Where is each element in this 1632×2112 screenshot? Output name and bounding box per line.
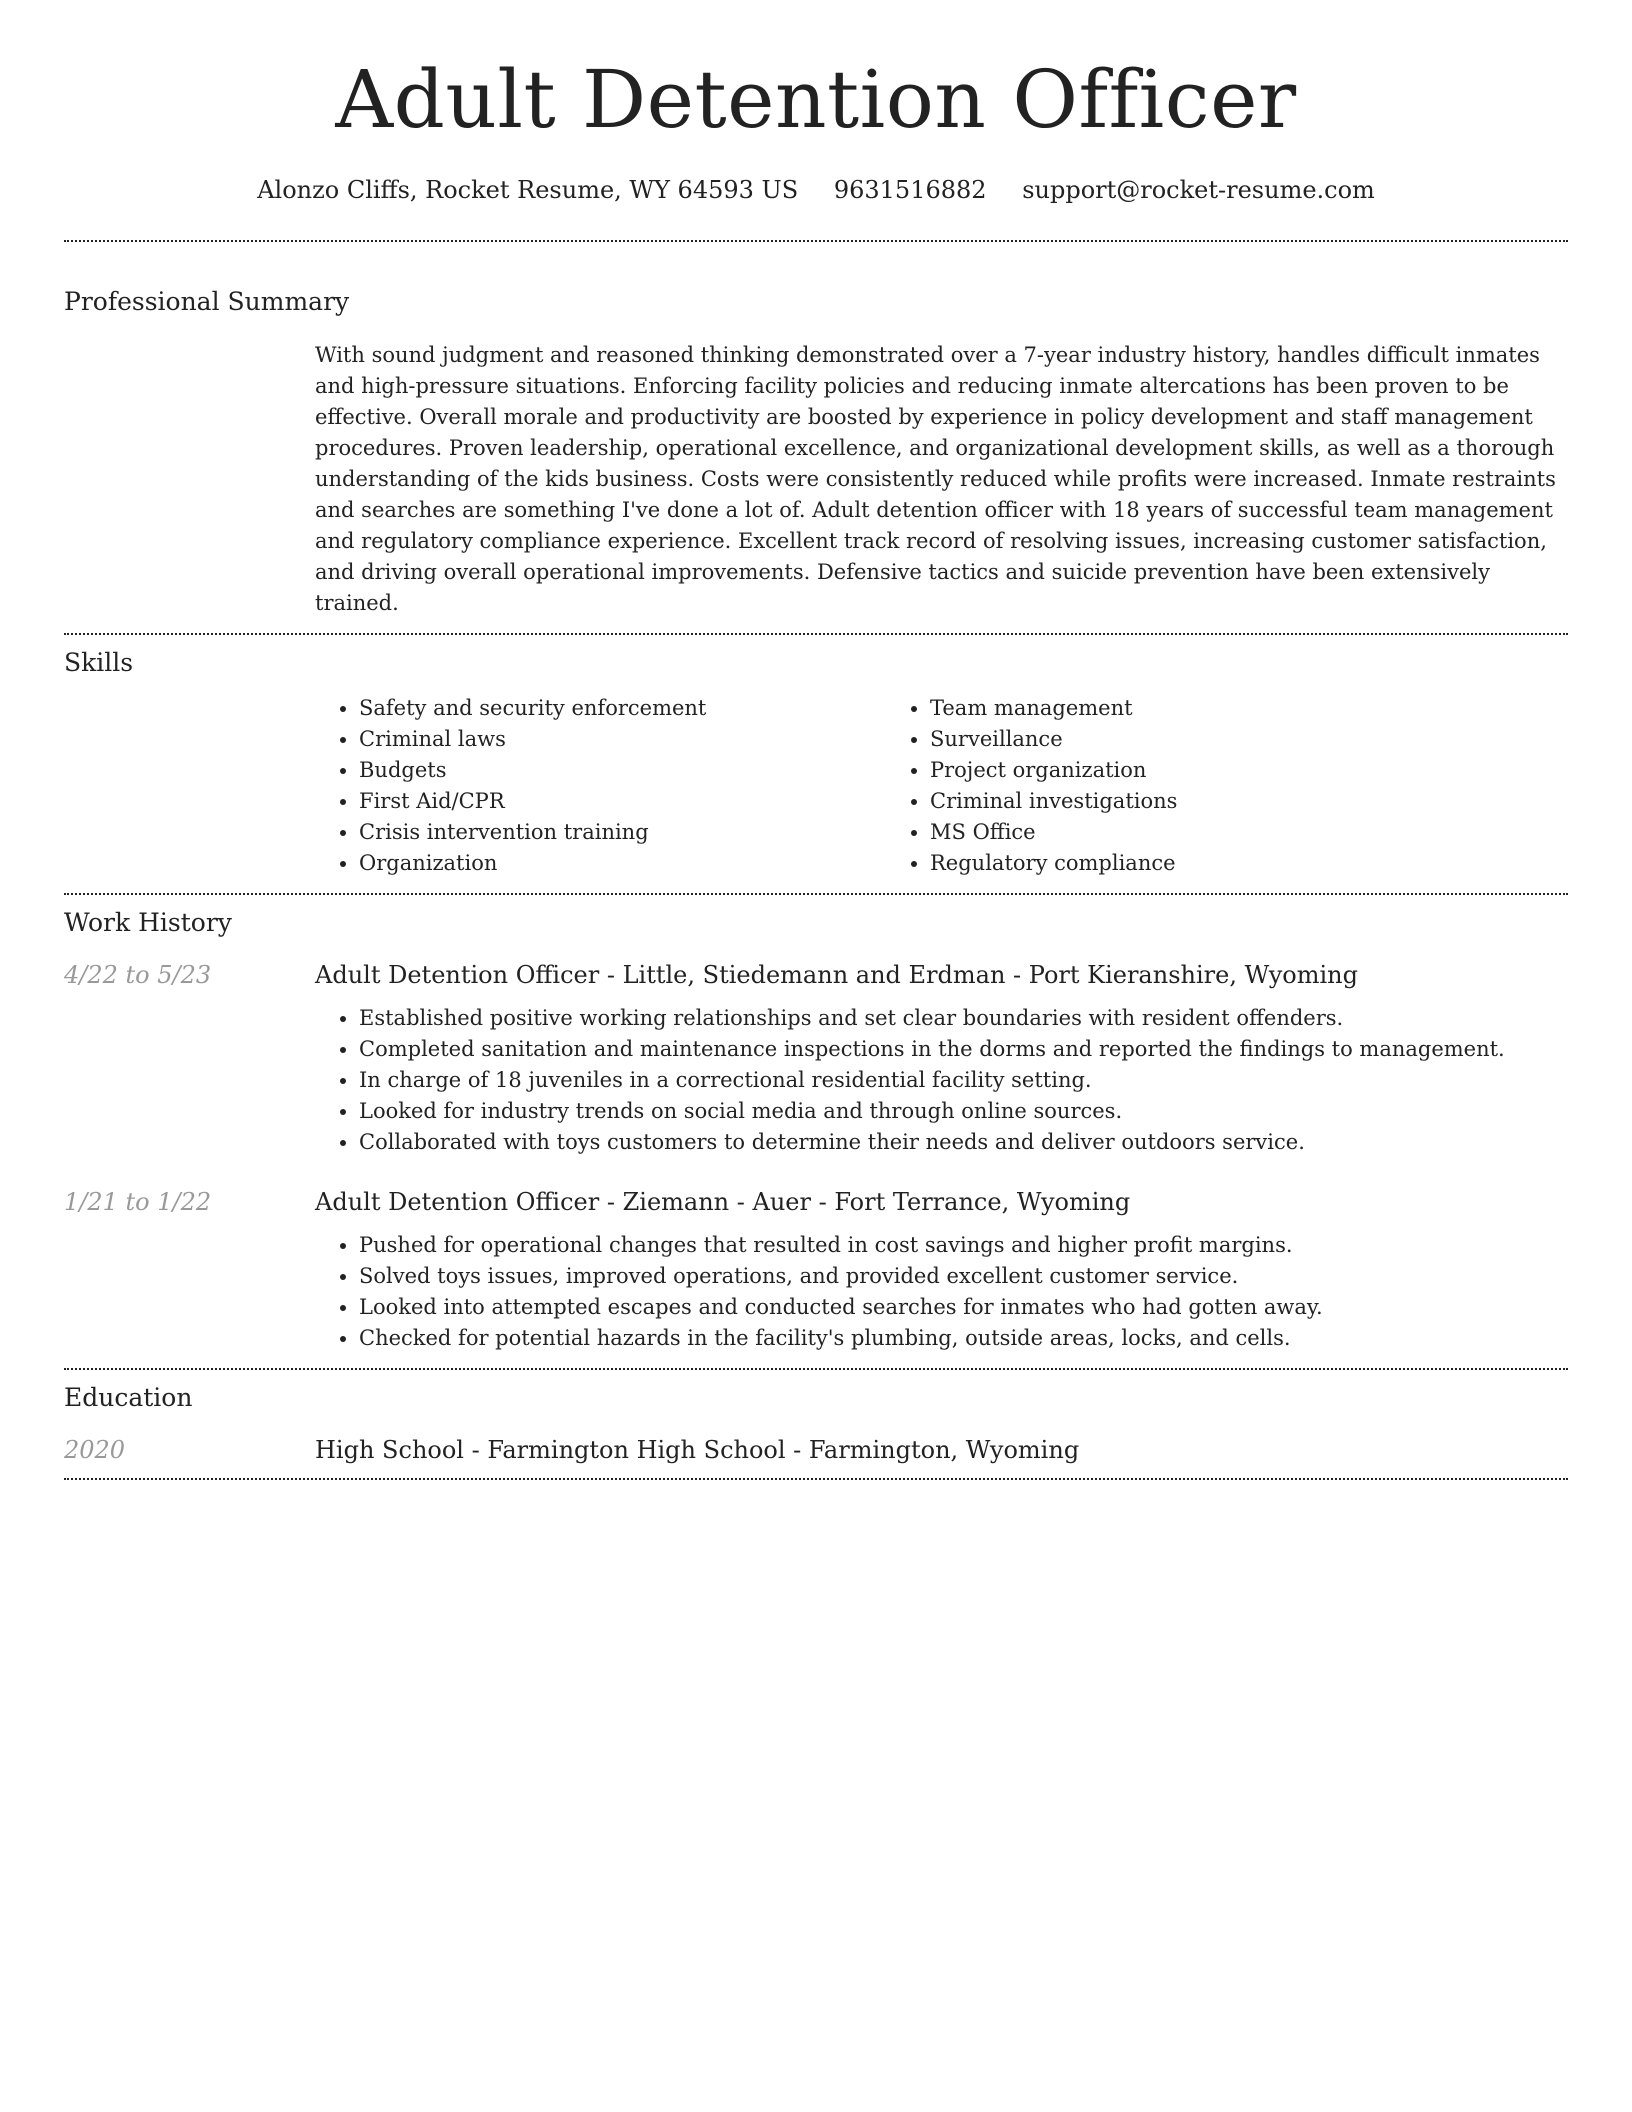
summary-text: With sound judgment and reasoned thinking demonstrated over a 7-year industry history, handles difficult inmates and high-pressure situations. Enforcing facility policies and reducing inmate altercations has been proven to be effective. Overall morale and productivity are boosted by experience in policy development and staff management procedures. Proven leadership, operational excellence, and organizational development skills, as well as a thorough understanding of the kids business. Costs were consistently reduced while profits were increased. Inmate restraints and searches are something I've done a lot of. Adult detention officer with 18 years of successful team management and regulatory compliance experience. Excellent track record of resolving issues, increasing customer satisfaction, and driving overall operational improvements. Defensive tactics and suicide prevention have been extensively trained.	[315, 343, 1556, 615]
contact-line	[64, 174, 1568, 206]
job-bullet: • Completed sanitation and maintenance inspections in the dorms and reported the findings to management.	[359, 1034, 1568, 1065]
education-year: 2020	[64, 1436, 126, 1464]
job-bullet: • Collaborated with toys customers to determine their needs and deliver outdoors service.	[359, 1127, 1568, 1158]
summary-section	[64, 242, 1568, 633]
contact-email: support@rocket-resume.com	[1022, 176, 1375, 204]
resume-page	[64, 0, 1568, 1480]
divider	[64, 1478, 1568, 1480]
job-bullet: • Looked into attempted escapes and conducted searches for inmates who had gotten away.	[359, 1292, 1568, 1323]
job-bullet: • Established positive working relationships and set clear boundaries with resident offenders.	[359, 1003, 1568, 1034]
job-bullet: • Looked for industry trends on social media and through online sources.	[359, 1096, 1568, 1127]
summary-heading: Professional Summary	[64, 287, 350, 316]
job-dates: 4/22 to 5/23	[64, 961, 212, 989]
education-section	[64, 1370, 1568, 1478]
skill-item: • Safety and security enforcement	[359, 693, 886, 724]
skill-item: • MS Office	[930, 817, 1457, 848]
job-title: Adult Detention Officer - Little, Stiedemann and Erdman - Port Kieranshire, Wyoming	[315, 961, 1358, 989]
skill-item: • Organization	[359, 848, 886, 879]
skill-item: • Team management	[930, 693, 1457, 724]
job-bullets	[315, 1003, 1568, 1158]
skills-list-left	[315, 693, 886, 879]
skill-item: • Crisis intervention training	[359, 817, 886, 848]
skill-item: • Project organization	[930, 755, 1457, 786]
skill-item: • Budgets	[359, 755, 886, 786]
job-entry	[64, 1184, 1568, 1354]
skills-heading: Skills	[64, 648, 134, 677]
job-title: Adult Detention Officer - Ziemann - Auer - Fort Terrance, Wyoming	[315, 1188, 1131, 1216]
job-body	[315, 957, 1568, 1158]
job-bullet: • Solved toys issues, improved operations, and provided excellent customer service.	[359, 1261, 1568, 1292]
contact-phone: 9631516882	[833, 176, 987, 204]
job-bullet: • Pushed for operational changes that resulted in cost savings and higher profit margins.	[359, 1230, 1568, 1261]
job-body	[315, 1184, 1568, 1354]
work-history-section	[64, 895, 1568, 1368]
job-bullet: • Checked for potential hazards in the facility's plumbing, outside areas, locks, and cells.	[359, 1323, 1568, 1354]
skills-section	[64, 635, 1568, 893]
skill-item: • Regulatory compliance	[930, 848, 1457, 879]
candidate-title: Adult Detention Officer	[335, 53, 1297, 146]
education-detail: High School - Farmington High School - Farmington, Wyoming	[315, 1436, 1080, 1464]
job-entry	[64, 957, 1568, 1158]
contact-address: Alonzo Cliffs, Rocket Resume, WY 64593 US	[257, 176, 799, 204]
skill-item: • First Aid/CPR	[359, 786, 886, 817]
education-heading: Education	[64, 1383, 193, 1412]
skill-item: • Criminal investigations	[930, 786, 1457, 817]
job-bullets	[315, 1230, 1568, 1354]
job-dates: 1/21 to 1/22	[64, 1188, 212, 1216]
education-entry	[64, 1432, 1568, 1478]
work-history-heading: Work History	[64, 908, 232, 937]
skills-columns	[315, 693, 1568, 893]
skill-item: • Surveillance	[930, 724, 1457, 755]
resume-header	[64, 0, 1568, 206]
skill-item: • Criminal laws	[359, 724, 886, 755]
skills-list-right	[886, 693, 1457, 879]
job-bullet: • In charge of 18 juveniles in a correctional residential facility setting.	[359, 1065, 1568, 1096]
